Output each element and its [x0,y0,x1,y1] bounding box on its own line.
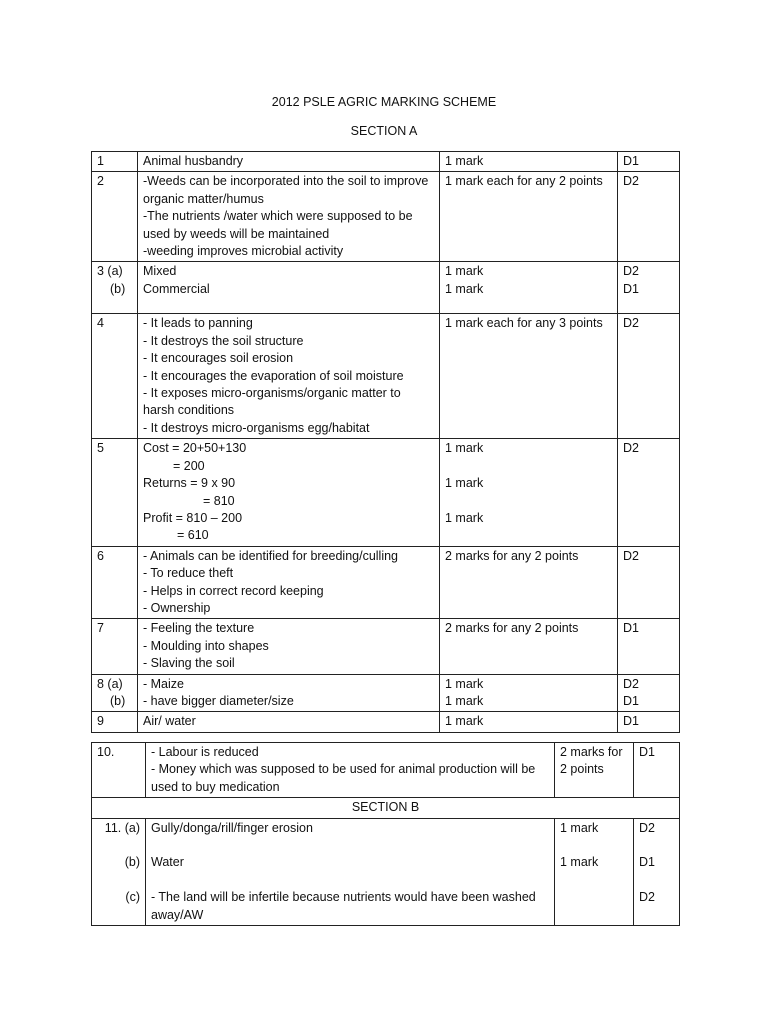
question-number: 4 [92,314,138,439]
section-a-heading: SECTION A [350,124,418,138]
answer-cell: - Maize - have bigger diameter/size [138,674,440,712]
question-number: 7 [92,619,138,674]
question-number: 11. (a) (b) (c) [92,818,146,925]
table-row [92,262,680,314]
section-b-table [91,742,680,926]
level-cell: D2 [618,314,680,439]
section-b-heading: SECTION B [92,798,680,818]
question-number: 5 [92,439,138,546]
question-number: 8 (a) (b) [92,674,138,712]
question-number: 6 [92,546,138,619]
question-number: 9 [92,712,138,732]
marks-cell: 1 mark 1 mark 1 mark [440,439,618,546]
level-cell: D2 [618,546,680,619]
question-number: 2 [92,172,138,262]
answer-cell: - Animals can be identified for breeding/culling - To reduce theft - Helps in correct record keeping - Ownership [138,546,440,619]
marks-cell: 1 mark 1 mark [555,818,634,925]
table-row [92,619,680,674]
marks-cell: 2 marks for any 2 points [440,546,618,619]
table-row [92,674,680,712]
question-number: 1 [92,152,138,172]
marks-cell: 2 marks for 2 points [555,743,634,798]
marks-cell: 1 mark 1 mark [440,674,618,712]
level-cell: D1 [618,619,680,674]
section-a-table [91,151,680,733]
level-cell: D1 [618,152,680,172]
answer-cell: - Labour is reduced - Money which was supposed to be used for animal production will be used to buy medication [146,743,555,798]
level-cell: D2 D1 [618,674,680,712]
level-cell: D2 [618,172,680,262]
answer-cell: Mixed Commercial [138,262,440,314]
level-cell: D2 [618,439,680,546]
table-row [92,712,680,732]
answer-cell: - Feeling the texture - Moulding into shapes - Slaving the soil [138,619,440,674]
answer-cell: - It leads to panning - It destroys the soil structure - It encourages soil erosion - It encourages the evaporation of soil moisture - It exposes micro-organisms/organic matter to harsh conditions - It destroys micro-organisms egg/habitat [138,314,440,439]
question-number: 10. [92,743,146,798]
level-cell: D2 D1 [618,262,680,314]
question-number: 3 (a) (b) [92,262,138,314]
table-row [92,798,680,818]
answer-cell: -Weeds can be incorporated into the soil to improve organic matter/humus -The nutrients /water which were supposed to be used by weeds will be maintained -weeding improves microbial activity [138,172,440,262]
marks-cell: 1 mark [440,712,618,732]
marks-cell: 1 mark each for any 3 points [440,314,618,439]
table-row [92,439,680,546]
table-row [92,152,680,172]
marks-cell: 1 mark [440,152,618,172]
level-cell: D1 [618,712,680,732]
level-cell: D2 D1 D2 [634,818,680,925]
table-row [92,743,680,798]
table-row [92,314,680,439]
marks-cell: 1 mark 1 mark [440,262,618,314]
table-row [92,818,680,925]
level-cell: D1 [634,743,680,798]
answer-cell: Cost = 20+50+130 = 200 Returns = 9 x 90 = 810 Profit = 810 – 200 = 610 [138,439,440,546]
page-title: 2012 PSLE AGRIC MARKING SCHEME [271,95,497,109]
table-row [92,172,680,262]
answer-cell: Gully/donga/rill/finger erosion Water - The land will be infertile because nutrients would have been washed away/AW [146,818,555,925]
marks-cell: 1 mark each for any 2 points [440,172,618,262]
table-row [92,546,680,619]
marks-cell: 2 marks for any 2 points [440,619,618,674]
answer-cell: Air/ water [138,712,440,732]
answer-cell: Animal husbandry [138,152,440,172]
